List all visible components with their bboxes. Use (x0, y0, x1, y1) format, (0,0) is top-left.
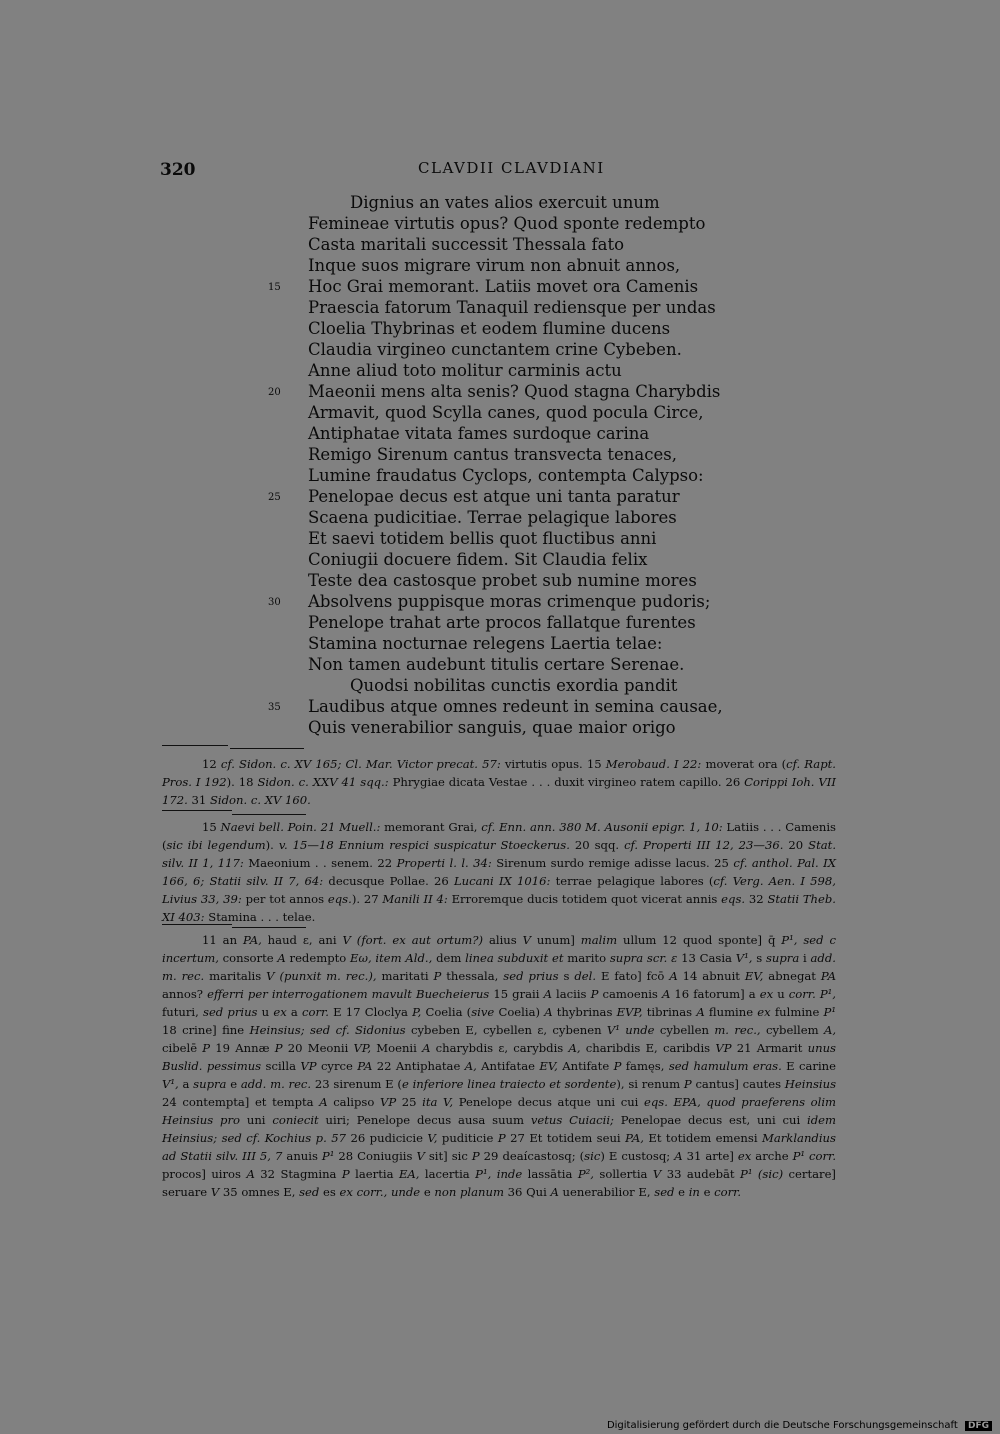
apparatus-run: ) E custosq; (600, 1149, 675, 1163)
apparatus-italic-run: eqs. EPA, quod praeferens olim Heinsius pro (162, 1095, 837, 1127)
apparatus-run: maritalis (204, 969, 267, 983)
apparatus-italic-run: sic ibi legendum (166, 838, 266, 852)
verse-text: Hoc Grai memorant. Latiis movet ora Camenis (308, 277, 699, 296)
apparatus-run: 33 audebāt (661, 1167, 741, 1181)
apparatus-italic-run: VP (300, 1059, 317, 1073)
apparatus-italic-run: idem Heinsius; sed cf. Kochius p. 57 (162, 1113, 836, 1145)
apparatus-run: 31 arte] (682, 1149, 738, 1163)
apparatus-italic-run: supra (765, 951, 800, 965)
verse-text: Antiphatae vitata fames surdoque carina (308, 424, 650, 443)
verse-line (268, 633, 768, 654)
apparatus-run: u (773, 987, 789, 1001)
apparatus-run: u (257, 1005, 274, 1019)
apparatus-run: Moenii (371, 1041, 423, 1055)
verse-text: Remigo Sirenum cantus transvecta tenaces, (308, 445, 677, 464)
apparatus-run: 13 Casia (677, 951, 736, 965)
verse-text: Inque suos migrare virum non abnuit annos, (308, 256, 681, 275)
apparatus-italic-run: PA (357, 1059, 373, 1073)
apparatus-sources (162, 755, 836, 809)
apparatus-run: Coelia ( (421, 1005, 472, 1019)
verse-line (268, 192, 768, 213)
apparatus-run: ). 27 (351, 892, 383, 906)
apparatus-italic-run: supra (193, 1077, 227, 1091)
apparatus-run: 19 Annæ (210, 1041, 275, 1055)
apparatus-italic-run: A, (823, 1023, 837, 1037)
apparatus-italic-run: sed (654, 1185, 675, 1199)
apparatus-run: cybeben E, cybellen ε, cybenen (405, 1023, 607, 1037)
footer-text: Digitalisierung gefördert durch die Deutsche Forschungsgemeinschaft (606, 1420, 958, 1431)
apparatus-italic-run: A (543, 987, 552, 1001)
apparatus-italic-run: V, (427, 1131, 438, 1145)
apparatus-run: abnegat (763, 969, 821, 983)
apparatus-italic-run: A (696, 1005, 705, 1019)
apparatus-run: 14 abnuit (677, 969, 745, 983)
verse-text: Quis venerabilior sanguis, quae maior origo (308, 718, 676, 737)
verse-text: Quodsi nobilitas cunctis exordia pandit (350, 676, 678, 695)
apparatus-italic-run: EV, (539, 1059, 558, 1073)
apparatus-run: scilla (261, 1059, 301, 1073)
apparatus-run: per tot annos (241, 892, 328, 906)
apparatus-run: puditicie (437, 1131, 498, 1145)
apparatus-run: 36 Qui (503, 1185, 551, 1199)
apparatus-paragraph (162, 818, 836, 926)
apparatus-run: futuri, (162, 1005, 203, 1019)
verse-text: Anne aliud toto molitur carminis actu (308, 361, 622, 380)
apparatus-italic-run: P¹, inde (475, 1167, 523, 1181)
verse-text: Penelope trahat arte procos fallatque furentes (308, 613, 696, 632)
apparatus-run: moverat ora ( (701, 757, 787, 771)
verse-text: Praescia fatorum Tanaquil rediensque per undas (308, 298, 716, 317)
verse-line (268, 507, 768, 528)
apparatus-italic-run: e inferiore linea traiecto et sordente (401, 1077, 617, 1091)
apparatus-italic-run: V (522, 933, 532, 947)
apparatus-italic-run: add. m. rec. (162, 951, 836, 983)
verse-line (268, 339, 768, 360)
apparatus-italic-run: A, (464, 1059, 477, 1073)
apparatus-run: uni (240, 1113, 273, 1127)
verse-text: Claudia virgineo cunctantem crine Cybeben. (308, 340, 682, 359)
apparatus-run: es (319, 1185, 340, 1199)
apparatus-italic-run: cf. Verg. Aen. I 598, Livius 33, 39: (162, 874, 836, 906)
apparatus-run: 16 fatorum] a (670, 987, 760, 1001)
apparatus-italic-run: Stat. silv. II 1, 117: (162, 838, 837, 870)
apparatus-run: cibelē (162, 1041, 203, 1055)
apparatus-italic-run: Sidon. c. XV 160. (209, 793, 311, 807)
apparatus-run: lacertia (419, 1167, 476, 1181)
apparatus-run: Penelopae decus est, uni cui (613, 1113, 808, 1127)
apparatus-run: E 17 Cloclya (328, 1005, 413, 1019)
verse-text: Coniugii docuere fidem. Sit Claudia felix (308, 550, 648, 569)
verse-line (268, 213, 768, 234)
apparatus-run: charibdis E, caribdis (580, 1041, 716, 1055)
apparatus-italic-run: P¹ (sic) (740, 1167, 784, 1181)
apparatus-run: camoenis (598, 987, 662, 1001)
apparatus-italic-run: coniecit (272, 1113, 319, 1127)
apparatus-italic-run: Corippi Ioh. VII 172. (162, 775, 836, 807)
apparatus-run: 26 pudicicie (346, 1131, 428, 1145)
verse-line-number: 15 (268, 282, 281, 293)
apparatus-run: laertia (349, 1167, 399, 1181)
apparatus-italic-run: V¹ unde (606, 1023, 655, 1037)
verse-line (268, 486, 768, 507)
apparatus-run: maritati (376, 969, 434, 983)
apparatus-run: cybellem (760, 1023, 824, 1037)
verse-line (268, 276, 768, 297)
apparatus-run: ). (265, 838, 279, 852)
apparatus-italic-run: cf. Enn. ann. 380 M. Ausonii epigr. 1, 10: (481, 820, 723, 834)
apparatus-italic-run: ita V, (422, 1095, 454, 1109)
apparatus-run: 12 (202, 757, 221, 771)
apparatus-italic-run: A (674, 1149, 683, 1163)
apparatus-run: 24 contempta] et tempta (162, 1095, 320, 1109)
apparatus-run: Maeonium . . senem. 22 (243, 856, 397, 870)
apparatus-run: dem (432, 951, 466, 965)
dfg-logo: DFG (965, 1421, 992, 1431)
apparatus-italic-run: eqs. (721, 892, 746, 906)
apparatus-parallels (162, 818, 836, 926)
apparatus-italic-run: P (590, 987, 599, 1001)
apparatus-italic-run: V¹, (162, 1077, 179, 1091)
apparatus-italic-run: Properti l. l. 34: (396, 856, 492, 870)
verse-text: Lumine fraudatus Cyclops, contempta Calypso: (308, 466, 704, 485)
apparatus-italic-run: EV, (744, 969, 764, 983)
apparatus-run: 32 (745, 892, 768, 906)
apparatus-italic-run: P (274, 1041, 283, 1055)
apparatus-italic-run: PA, (242, 933, 262, 947)
apparatus-run: ullum 12 quod sponte] q̄ (617, 933, 782, 947)
apparatus-italic-run: efferri per interrogationem mavult Buecheierus (207, 987, 490, 1001)
apparatus-run: e (226, 1077, 241, 1091)
apparatus-rule-top (230, 748, 304, 749)
apparatus-run: decusque Pollae. 26 (323, 874, 454, 888)
apparatus-italic-run: ex (737, 1149, 752, 1163)
apparatus-italic-run: P (683, 1077, 692, 1091)
apparatus-italic-run: sed (299, 1185, 320, 1199)
apparatus-italic-run: vetus Cuiacii; (530, 1113, 614, 1127)
apparatus-italic-run: A, (568, 1041, 581, 1055)
apparatus-run: 21 Armarit (731, 1041, 808, 1055)
apparatus-italic-run: P (613, 1059, 622, 1073)
apparatus-italic-run: P (497, 1131, 506, 1145)
apparatus-run: Coelia) (494, 1005, 545, 1019)
apparatus-italic-run: sic (584, 1149, 601, 1163)
apparatus-run: tibrinas (642, 1005, 697, 1019)
apparatus-run: 20 Meonii (282, 1041, 354, 1055)
apparatus-run: 27 Et totidem seui (505, 1131, 626, 1145)
footer-credit (607, 1420, 992, 1431)
verse-block (268, 192, 768, 738)
apparatus-italic-run: P (202, 1041, 211, 1055)
verse-line (268, 297, 768, 318)
apparatus-run: virtutis opus. 15 (500, 757, 606, 771)
apparatus-run: Phrygiae dicata Vestae . . . duxit virgineo ratem capillo. 26 (388, 775, 745, 789)
apparatus-italic-run: P (471, 1149, 480, 1163)
apparatus-italic-run: Statii Theb. XI 403: (162, 892, 836, 924)
verse-line (268, 696, 768, 717)
apparatus-italic-run: add. m. rec. (240, 1077, 312, 1091)
apparatus-run: marito (563, 951, 610, 965)
apparatus-run: 35 omnes E, (219, 1185, 300, 1199)
apparatus-run: ). 18 (226, 775, 258, 789)
verse-line (268, 591, 768, 612)
apparatus-italic-run: ex (759, 987, 774, 1001)
apparatus-run: alius (483, 933, 523, 947)
verse-line-number: 20 (268, 387, 281, 398)
apparatus-run: 29 deaícastosq; ( (479, 1149, 585, 1163)
apparatus-run: laciis (551, 987, 591, 1001)
apparatus-italic-run: P, (412, 1005, 422, 1019)
apparatus-italic-run: A (550, 1185, 559, 1199)
apparatus-run: redempto (285, 951, 351, 965)
apparatus-run: famęs, (621, 1059, 669, 1073)
apparatus-run: annos? (162, 987, 208, 1001)
verse-text: Scaena pudicitiae. Terrae pelagique labores (308, 508, 677, 527)
verse-text: Femineae virtutis opus? Quod sponte redempto (308, 214, 706, 233)
apparatus-run: memorant Grai, (380, 820, 482, 834)
verse-line (268, 402, 768, 423)
verse-line (268, 444, 768, 465)
apparatus-italic-run: V (652, 1167, 662, 1181)
apparatus-italic-run: V (210, 1185, 220, 1199)
apparatus-italic-run: in (688, 1185, 700, 1199)
apparatus-run: a (178, 1077, 194, 1091)
apparatus-run: flumine (704, 1005, 758, 1019)
apparatus-italic-run: sed prius (503, 969, 559, 983)
apparatus-run: 20 sqq. (569, 838, 625, 852)
verse-text: Dignius an vates alios exercuit unum (350, 193, 660, 212)
apparatus-italic-run: corr. (302, 1005, 329, 1019)
apparatus-run: Erroremque ducis totidem quot vicerat annis (447, 892, 722, 906)
apparatus-run: 22 Antiphatae (372, 1059, 465, 1073)
apparatus-italic-run: P¹ (321, 1149, 335, 1163)
verse-line (268, 675, 768, 696)
apparatus-italic-run: ex corr., unde (339, 1185, 421, 1199)
apparatus-rule-mid (162, 810, 232, 811)
apparatus-italic-run: A (544, 1005, 553, 1019)
verse-text: Non tamen audebunt titulis certare Serenae. (308, 655, 685, 674)
apparatus-italic-run: Heinsius; sed cf. Sidonius (249, 1023, 406, 1037)
apparatus-run: e (674, 1185, 689, 1199)
apparatus-run: arche (751, 1149, 793, 1163)
apparatus-italic-run: P², (577, 1167, 594, 1181)
apparatus-run: 18 crine] fine (162, 1023, 250, 1037)
apparatus-italic-run: P (433, 969, 442, 983)
verse-line (268, 612, 768, 633)
apparatus-italic-run: cf. Rapt. Pros. I 192 (162, 757, 836, 789)
verse-text: Teste dea castosque probet sub numine mores (308, 571, 697, 590)
apparatus-run: E fato] fcō (596, 969, 670, 983)
verse-line (268, 465, 768, 486)
apparatus-paragraph (162, 931, 836, 1201)
apparatus-italic-run: A (422, 1041, 431, 1055)
apparatus-run: s (558, 969, 575, 983)
apparatus-italic-run: corr. P¹, (788, 987, 836, 1001)
apparatus-italic-run: del. (574, 969, 597, 983)
apparatus-italic-run: cf. Sidon. c. XV 165; Cl. Mar. Victor precat. 57: (220, 757, 501, 771)
apparatus-italic-run: VP (715, 1041, 732, 1055)
apparatus-italic-run: Lucani IX 1016: (453, 874, 551, 888)
apparatus-italic-run: A (246, 1167, 255, 1181)
apparatus-run: thybrinas (552, 1005, 617, 1019)
verse-line (268, 381, 768, 402)
verse-text: Laudibus atque omnes redeunt in semina causae, (308, 697, 723, 716)
apparatus-run: E carine (781, 1059, 836, 1073)
apparatus-italic-run: supra scr. ε (609, 951, 678, 965)
page-number: 320 (160, 160, 196, 180)
apparatus-italic-run: A (669, 969, 678, 983)
verse-line (268, 654, 768, 675)
verse-text: Cloelia Thybrinas et eodem flumine ducens (308, 319, 671, 338)
apparatus-run: 11 an (202, 933, 243, 947)
apparatus-italic-run: m. rec., (714, 1023, 761, 1037)
apparatus-italic-run: ex (757, 1005, 771, 1019)
apparatus-italic-run: Marklandius ad Statii silv. III 5, 7 (162, 1131, 836, 1163)
apparatus-italic-run: sed hamulum eras. (668, 1059, 782, 1073)
apparatus-rule-low-2 (232, 927, 306, 928)
apparatus-rule-mid-2 (232, 814, 306, 815)
apparatus-italic-run: P¹ (823, 1005, 836, 1019)
apparatus-italic-run: linea subduxit et (465, 951, 564, 965)
apparatus-italic-run: Naevi bell. Poin. 21 Muell.: (220, 820, 381, 834)
apparatus-run: e (420, 1185, 435, 1199)
apparatus-run: Antifate (557, 1059, 614, 1073)
apparatus-run: Antifatae (476, 1059, 540, 1073)
verse-text: Casta maritali successit Thessala fato (308, 235, 625, 254)
apparatus-run: s (752, 951, 766, 965)
verse-text: Stamina nocturnae relegens Laertia telae: (308, 634, 663, 653)
apparatus-paragraph (162, 755, 836, 809)
apparatus-run: Penelope decus atque uni cui (453, 1095, 645, 1109)
apparatus-run: consorte (218, 951, 278, 965)
apparatus-run: anuis (282, 1149, 322, 1163)
apparatus-italic-run: A (661, 987, 671, 1001)
apparatus-italic-run: sive (471, 1005, 495, 1019)
apparatus-run: procos] uiros (162, 1167, 247, 1181)
apparatus-run: unum] (531, 933, 581, 947)
verse-line-number: 25 (268, 492, 281, 503)
apparatus-run: thessala, (441, 969, 504, 983)
apparatus-run: 20 (783, 838, 809, 852)
apparatus-run: ), si renum (616, 1077, 684, 1091)
apparatus-run: 31 (187, 793, 210, 807)
verse-text: Et saevi totidem bellis quot fluctibus anni (308, 529, 657, 548)
apparatus-italic-run: Merobaud. I 22: (605, 757, 702, 771)
verse-line (268, 234, 768, 255)
verse-line-number: 30 (268, 597, 281, 608)
apparatus-italic-run: malim (580, 933, 618, 947)
apparatus-italic-run: sed prius (203, 1005, 258, 1019)
apparatus-run: calipso (327, 1095, 380, 1109)
apparatus-run: sollertia (593, 1167, 653, 1181)
apparatus-italic-run: PA, (625, 1131, 644, 1145)
verse-line (268, 717, 768, 738)
verse-line (268, 528, 768, 549)
apparatus-italic-run: V (punxit m. rec.), (266, 969, 377, 983)
apparatus-italic-run: P (341, 1167, 350, 1181)
apparatus-run: cyrce (316, 1059, 358, 1073)
apparatus-run: uiri; Penelope decus ausa suum (318, 1113, 531, 1127)
apparatus-rule-top-2 (162, 745, 228, 746)
apparatus-run: fulmine (770, 1005, 824, 1019)
verse-text: Armavit, quod Scylla canes, quod pocula Circe, (308, 403, 704, 422)
apparatus-run: uenerabilior E, (558, 1185, 655, 1199)
apparatus-italic-run: EA, (398, 1167, 420, 1181)
apparatus-run: Latiis . . . Camenis ( (162, 820, 836, 852)
apparatus-italic-run: cf. anthol. Pal. IX 166, 6; Statii silv. II 7, 64: (162, 856, 836, 888)
apparatus-italic-run: P¹ corr. (792, 1149, 837, 1163)
apparatus-rule-low (162, 924, 232, 925)
apparatus-run: 25 (396, 1095, 423, 1109)
apparatus-run: lassātia (522, 1167, 578, 1181)
verse-text: Absolvens puppisque moras crimenque pudoris; (308, 592, 711, 611)
apparatus-italic-run: Manili II 4: (382, 892, 448, 906)
apparatus-italic-run: corr. (714, 1185, 742, 1199)
apparatus-criticus (162, 931, 836, 1201)
apparatus-italic-run: cf. Properti III 12, 23—36. (624, 838, 784, 852)
apparatus-italic-run: non planum (434, 1185, 504, 1199)
apparatus-italic-run: Εω, item Ald., (350, 951, 433, 965)
verse-line (268, 549, 768, 570)
apparatus-italic-run: V (416, 1149, 425, 1163)
apparatus-run: cybellen (654, 1023, 715, 1037)
apparatus-italic-run: Heinsius (784, 1077, 837, 1091)
verse-line (268, 423, 768, 444)
apparatus-run: certare] seruare (162, 1167, 836, 1199)
verse-text: Penelopae decus est atque uni tanta paratur (308, 487, 680, 506)
apparatus-run: cantus] cautes (691, 1077, 785, 1091)
apparatus-italic-run: ex (273, 1005, 287, 1019)
apparatus-italic-run: V¹, (735, 951, 753, 965)
verse-line (268, 360, 768, 381)
verse-text: Maeonii mens alta senis? Quod stagna Charybdis (308, 382, 721, 401)
apparatus-run: haud ε, ani (261, 933, 343, 947)
apparatus-run: 32 Stagmina (254, 1167, 342, 1181)
apparatus-run: Sirenum surdo remige adisse lacus. 25 (491, 856, 734, 870)
apparatus-italic-run: PA (820, 969, 836, 983)
apparatus-italic-run: VP, (353, 1041, 372, 1055)
verse-line (268, 255, 768, 276)
apparatus-run: a (286, 1005, 302, 1019)
apparatus-italic-run: unus Buslid. pessimus (162, 1041, 837, 1073)
apparatus-run: i (799, 951, 811, 965)
apparatus-run: 15 (202, 820, 221, 834)
apparatus-run: 15 graii (489, 987, 544, 1001)
apparatus-run: charybdis ε, carybdis (430, 1041, 569, 1055)
apparatus-italic-run: eqs. (327, 892, 352, 906)
apparatus-run: Stamina . . . telae. (204, 910, 316, 924)
apparatus-italic-run: VP (379, 1095, 397, 1109)
verse-line (268, 570, 768, 591)
apparatus-italic-run: A (277, 951, 286, 965)
apparatus-run: 23 sirenum E ( (311, 1077, 402, 1091)
verse-line (268, 318, 768, 339)
apparatus-italic-run: EVP, (616, 1005, 643, 1019)
apparatus-run: sit] sic (424, 1149, 472, 1163)
apparatus-italic-run: A (319, 1095, 328, 1109)
verse-line-number: 35 (268, 702, 281, 713)
apparatus-run: e (699, 1185, 715, 1199)
apparatus-italic-run: v. 15—18 Ennium respici suspicatur Stoeckerus. (278, 838, 570, 852)
apparatus-run: terrae pelagique labores ( (550, 874, 714, 888)
apparatus-italic-run: V (fort. ex aut ortum?) (342, 933, 484, 947)
apparatus-italic-run: P¹, sed c incertum, (162, 933, 836, 965)
running-title: CLAVDII CLAVDIANI (418, 159, 605, 177)
apparatus-run: Et totidem emensi (643, 1131, 762, 1145)
apparatus-italic-run: Sidon. c. XXV 41 sqq.: (257, 775, 389, 789)
apparatus-run: 28 Coniugiis (334, 1149, 417, 1163)
